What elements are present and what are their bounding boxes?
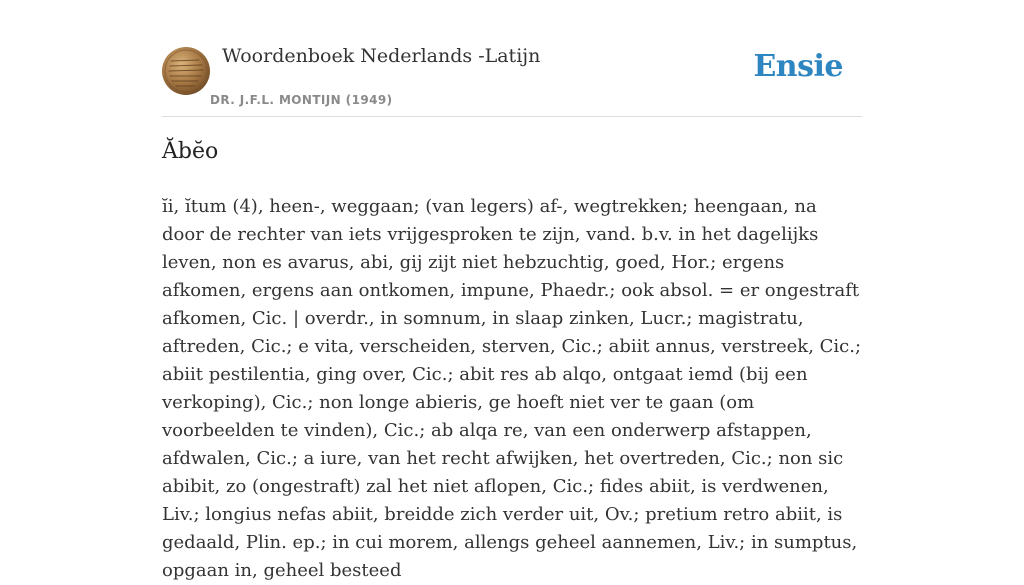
bronze-seal-icon[interactable] bbox=[162, 47, 210, 95]
book-title[interactable]: Woordenboek Nederlands -Latijn bbox=[222, 45, 541, 67]
author-credit: DR. J.F.L. MONTIJN (1949) bbox=[210, 93, 393, 107]
brand-logo[interactable]: Ensie bbox=[753, 49, 843, 84]
page bbox=[162, 0, 862, 581]
entry-headword: Ăbĕo bbox=[162, 139, 219, 164]
entry-definition: ĭi, ĭtum (4), heen-, weggaan; (van legers) af-, wegtrekken; heengaan, na door de rechter van iets vrijgesproken te zijn, vand. b.v. in het dagelijks leven, non es avarus, abi, gij zijt niet hebzuchtig, goed, Hor.; ergens afkomen, ergens aan ontkomen, impune, Phaedr.; ook absol. = er ongestraft afkomen, Cic. | overdr., in somnum, in slaap zinken, Lucr.; magistratu, aftreden, Cic.; e vita, verscheiden, sterven, Cic.; abiit annus, verstreek, Cic.; abiit pestilentia, ging over, Cic.; abit res ab alqo, ontgaat iemd (bij een verkoping), Cic.; non longe abieris, ge hoeft niet ver te gaan (om voorbeelden te vinden), Cic.; ab alqa re, van een onderwerp afstappen, afdwalen, Cic.; a iure, van het recht afwijken, het overtreden, Cic.; non sic abibit, zo (ongestraft) zal het niet aflopen, Cic.; fides abiit, is verdwenen, Liv.; longius nefas abiit, breidde zich verder uit, Ov.; pretium retro abiit, is gedaald, Plin. ep.; in cui morem, allengs geheel aannemen, Liv.; in sumptus, opgaan in, geheel besteed bbox=[162, 196, 862, 581]
site-header bbox=[162, 0, 862, 117]
